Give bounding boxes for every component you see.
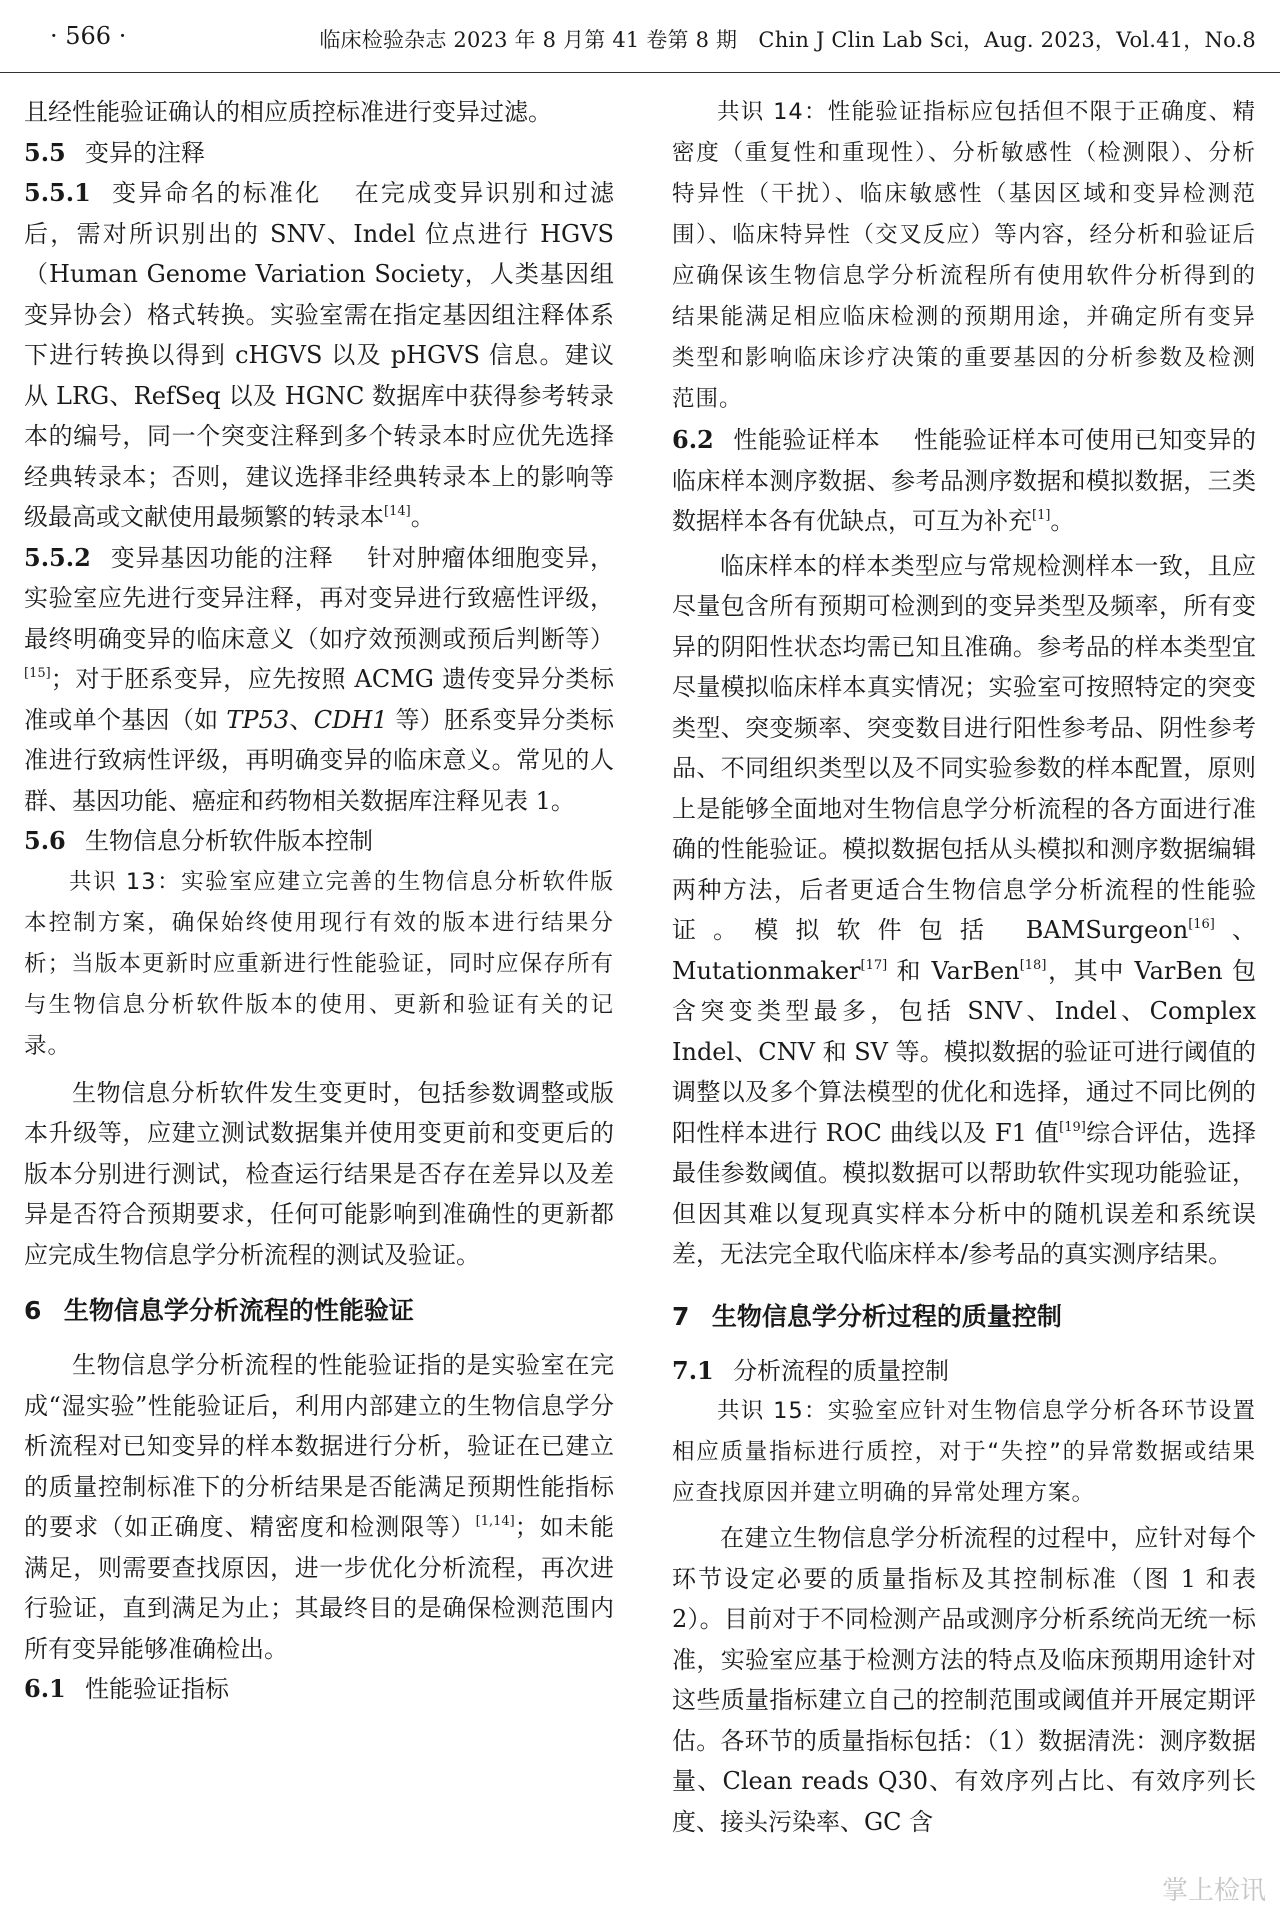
section-title: 性能验证指标 xyxy=(84,1675,229,1703)
gene-name: TP53 xyxy=(226,705,290,734)
section-number: 6.1 xyxy=(24,1674,66,1703)
section-title: 生物信息分析软件版本控制 xyxy=(84,827,373,855)
punctuation: 。 xyxy=(410,503,435,531)
section-number: 5.5 xyxy=(24,137,66,167)
body-text: 、Mutationmaker xyxy=(672,916,1257,985)
right-column xyxy=(672,92,1256,1842)
section-title: 生物信息学分析流程的性能验证 xyxy=(63,1296,414,1325)
section-title: 分析流程的质量控制 xyxy=(732,1356,949,1385)
body-text: ，其中 VarBen 包含突变类型最多，包括 SNV、Indel、Complex Indel、CNV 和 SV 等。模拟数据的验证可进行阈值的调整以及多个算法模型的优化和选择，通过不同比例的阳性样本进行 ROC 曲线以及 F1 值 xyxy=(672,956,1256,1147)
gene-name: CDH1 xyxy=(313,705,388,734)
section-number: 5.6 xyxy=(24,826,66,855)
section-title: 变异的注释 xyxy=(84,138,205,167)
body-text: 临床样本的样本类型应与常规检测样本一致，且应尽量包含所有预期可检测到的变异类型及频率，所有变异的阴阳性状态均需已知且准确。参考品的样本类型宜尽量模拟临床样本真实情况；实验室可按照特定的突变类型、突变频率、突变数目进行阳性参考品、阴性参考品、不同组织类型以及不同实验参数的样本配置，原则上是能够全面地对生物信息学分析流程的各方面进行准确的性能验证。模拟数据包括从头模拟和测序数据编辑两种方法，后者更适合生物信息学分析流程的性能验证。模拟软件包括 BAMSurgeon xyxy=(672,551,1256,944)
section-number: 7 xyxy=(672,1301,690,1331)
body-text: 综合评估，选择最佳参数阈值。模拟数据可以帮助软件实现功能验证，但因其难以复现真实样本分析中的随机误差和系统误差，无法完全取代临床样本/参考品的真实测序结果。 xyxy=(672,1118,1257,1268)
page-number: · 566 · xyxy=(50,22,127,50)
section-number: 6.2 xyxy=(672,425,714,454)
punctuation: 。 xyxy=(1050,507,1075,535)
section-6-2-body xyxy=(672,546,1256,1275)
section-number: 7.1 xyxy=(672,1355,714,1385)
body-text: ；对于胚系变异，应先按照 ACMG 遗传变异分类标准或单个基因（如 xyxy=(24,665,614,734)
consensus-14: 共识 14：性能验证指标应包括但不限于正确度、精密度（重复性和重现性）、分析敏感性（检测限）、分析特异性（干扰）、临床敏感性（基因区域和变异检测范围）、临床特异性（交叉反应）等内容，经分析和验证后应确保该生物信息学分析流程所有使用软件分析得到的结果能满足相应临床检测的预期用途，并确定所有变异类型和影响临床诊疗决策的重要基因的分析参数及检测范围。 xyxy=(672,99,1256,412)
paragraph-continued: 且经性能验证确认的相应质控标准进行变异过滤。 xyxy=(24,98,552,126)
body-text: 性能验证样本可使用已知变异的临床样本测序数据、参考品测序数据和模拟数据，三类数据样本各有优缺点，可互为补充 xyxy=(672,426,1257,535)
consensus-13: 共识 13：实验室应建立完善的生物信息分析软件版本控制方案，确保始终使用现行有效的版本进行结果分析；当版本更新时应重新进行性能验证，同时应保存所有与生物信息分析软件版本的使用、更新和验证有关的记录。 xyxy=(24,868,614,1059)
body-text: 生物信息学分析流程的性能验证指的是实验室在完成“湿实验”性能验证后，利用内部建立的生物信息学分析流程对已知变异的样本数据进行分析，验证在已建立的质量控制标准下的分析结果是否能满足预期性能指标的要求（如正确度、精密度和检测限等） xyxy=(24,1351,614,1541)
section-number: 5.5.1 xyxy=(24,178,91,207)
body-text: 在完成变异识别和过滤后，需对所识别出的 SNV、Indel 位点进行 HGVS（Human Genome Variation Society，人类基因组变异协会）格式转换。实验室需在指定基因组注释体系下进行转换以得到 cHGVS 以及 pHGVS 信息。建议从 LRG、RefSeq 以及 HGNC 数据库中获得参考转录本的编号，同一个突变注释到多个转录本时应优先选择经典转录本；否则，建议选择非经典转录本上的影响等级最高或文献使用最频繁的转录本 xyxy=(24,179,614,531)
page-header xyxy=(0,0,1280,73)
running-head: 临床检验杂志 2023 年 8 月第 41 卷第 8 期 Chin J Clin Lab Sci，Aug. 2023，Vol.41，No.8 xyxy=(319,28,1256,52)
section-5-5-1-paragraph xyxy=(24,173,614,538)
citation: [17] xyxy=(860,957,888,973)
section-7-1-heading xyxy=(672,1351,1256,1392)
section-title: 变异命名的标准化 xyxy=(110,179,322,207)
punctuation: 、 xyxy=(289,705,314,734)
body-text: ；如未能满足，则需要查找原因，进一步优化分析流程，再次进行验证，直到满足为止；其最终目的是确保检测范围内所有变异能够准确检出。 xyxy=(24,1513,615,1663)
section-7-heading xyxy=(672,1295,1256,1339)
citation: [16] xyxy=(1188,917,1215,932)
section-5-5-2-paragraph xyxy=(24,538,614,822)
citation: [1,14] xyxy=(475,1514,515,1529)
section-5-6-paragraph: 生物信息分析软件发生变更时，包括参数调整或版本升级等，应建立测试数据集并使用变更前和变更后的版本分别进行测试，检查运行结果是否存在差异以及差异是否符合预期要求，任何可能影响到准确性的更新都应完成生物信息学分析流程的测试及验证。 xyxy=(24,1078,614,1269)
citation: [19] xyxy=(1059,1119,1086,1135)
section-6-1-heading xyxy=(24,1669,614,1710)
section-6-heading xyxy=(24,1289,614,1333)
body-text: 等）胚系变异分类标准进行致病性评级，再明确变异的临床意义。常见的人群、基因功能、癌症和药物相关数据库注释见表 1。 xyxy=(24,705,614,815)
consensus-15: 共识 15：实验室应针对生物信息学分析各环节设置相应质量指标进行质控，对于“失控”的异常数据或结果应查找原因并建立明确的异常处理方案。 xyxy=(672,1398,1256,1506)
left-column xyxy=(24,92,614,1710)
watermark: 掌上检讯 xyxy=(1161,1876,1266,1906)
section-6-paragraph xyxy=(24,1345,614,1669)
section-title: 性能验证样本 xyxy=(732,426,881,454)
section-5-6-heading xyxy=(24,821,614,862)
section-number: 6 xyxy=(24,1296,42,1325)
section-number: 5.5.2 xyxy=(24,542,91,572)
citation: [14] xyxy=(384,504,411,519)
body-text: 和 VarBen xyxy=(887,956,1020,985)
section-5-5-heading xyxy=(24,133,614,174)
citation: [1] xyxy=(1032,508,1051,523)
section-title: 变异基因功能的注释 xyxy=(110,543,334,572)
citation: [15] xyxy=(24,666,51,681)
section-title: 生物信息学分析过程的质量控制 xyxy=(711,1301,1062,1331)
citation: [18] xyxy=(1019,957,1047,973)
body-text: 针对肿瘤体细胞变异，实验室应先进行变异注释，再对变异进行致癌性评级，最终明确变异的临床意义（如疗效预测或预后判断等） xyxy=(24,543,615,653)
section-6-2-paragraph xyxy=(672,420,1256,542)
section-7-1-paragraph: 在建立生物信息学分析流程的过程中，应针对每个环节设定必要的质量指标及其控制标准（图 1 和表 2）。目前对于不同检测产品或测序分析系统尚无统一标准，实验室应基于检测方法的特点及临床预期用途针对这些质量指标建立自己的控制范围或阈值并开展定期评估。各环节的质量指标包括：（1）数据清洗：测序数据量、Clean reads Q30、有效序列占比、有效序列长度、接头污染率、GC 含 xyxy=(672,1524,1256,1836)
